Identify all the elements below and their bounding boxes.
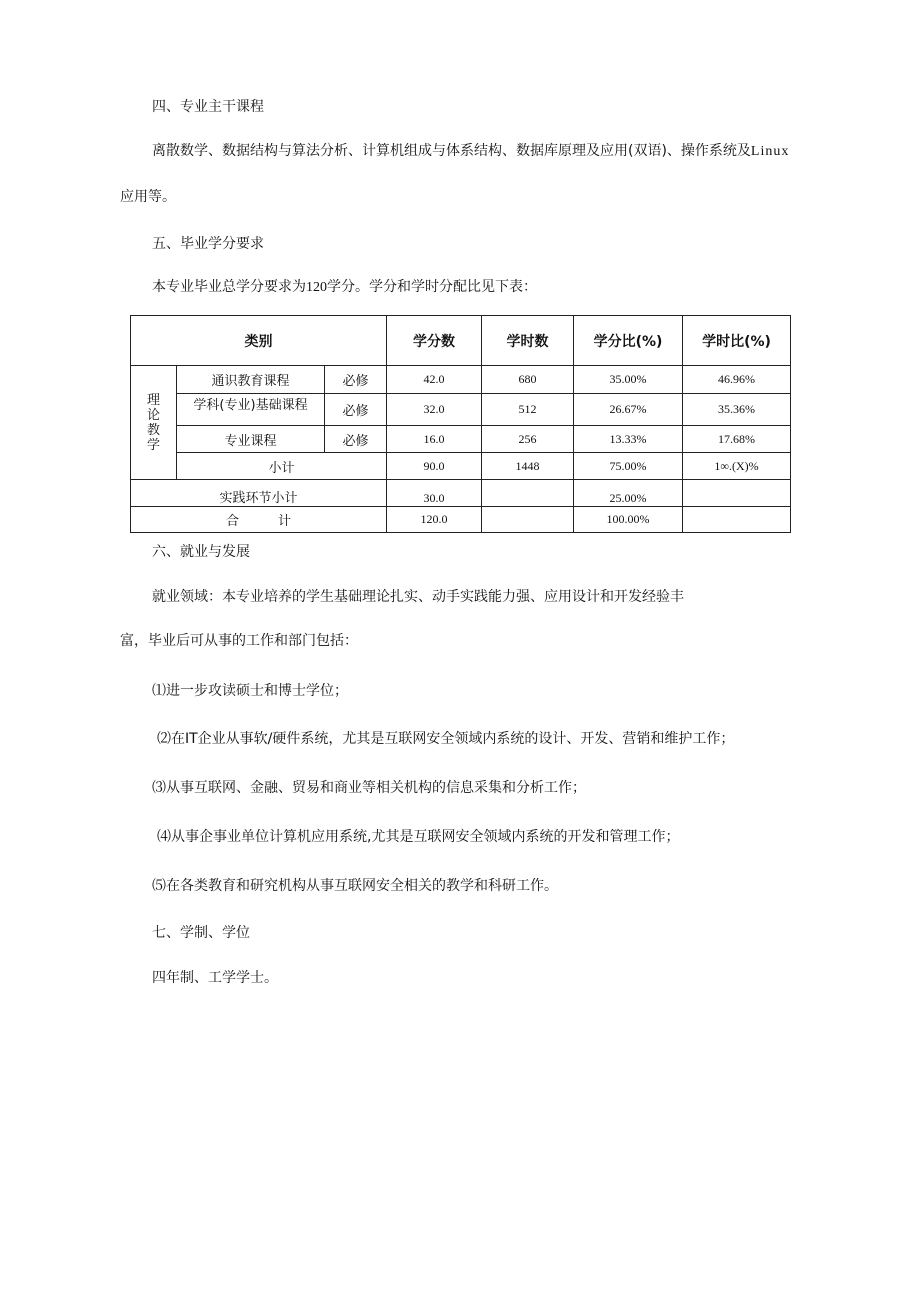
list-item: ⑴进一步攻读硕士和博士学位； <box>152 683 348 699</box>
section-7-body: 四年制、工学学士。 <box>152 970 278 986</box>
credit-ratio-cell: 13.33% <box>574 426 683 453</box>
course-type: 必修 <box>325 426 387 453</box>
list-item: ⑶从事互联网、金融、贸易和商业等相关机构的信息采集和分析工作； <box>152 780 586 796</box>
hour-ratio-cell <box>683 480 791 507</box>
table-header-row <box>131 316 791 366</box>
section-5-intro <box>152 278 537 297</box>
section-6-intro-line-2: 富，毕业后可从事的工作和部门包括： <box>120 633 358 649</box>
credit-ratio-cell: 26.67% <box>574 394 683 426</box>
section-7-heading: 七、学制、学位 <box>152 925 250 941</box>
section-6-heading: 六、就业与发展 <box>152 544 250 560</box>
table-row <box>131 394 791 426</box>
course-name: 学科(专业)基础课程 <box>177 394 325 426</box>
credit-ratio-cell: 25.00% <box>574 480 683 507</box>
list-item: ⑵在IT企业从事软/硬件系统，尤其是互联网安全领域内系统的设计、开发、营销和维护工作； <box>157 731 735 747</box>
practice-label: 实践环节小计 <box>131 480 387 507</box>
section-4-body-text: 离散数学、数据结构与算法分析、计算机组成与体系结构、数据库原理及应用(双语)、操作系统及 <box>152 143 751 159</box>
hours-cell: 256 <box>482 426 574 453</box>
hour-ratio-cell: 35.36% <box>683 394 791 426</box>
header-category: 类别 <box>131 316 387 366</box>
hour-ratio-cell <box>683 507 791 533</box>
section-5-intro-suffix: 学分。学分和学时分配比见下表： <box>327 279 537 295</box>
table-row <box>131 426 791 453</box>
group-label-char: 教 <box>146 422 160 438</box>
course-type: 必修 <box>325 394 387 426</box>
subtotal-label: 小计 <box>177 453 387 480</box>
hour-ratio-cell: 46.96% <box>683 366 791 394</box>
group-label-char: 学 <box>146 437 160 453</box>
table-row <box>131 366 791 394</box>
header-hour-ratio: 学时比(%) <box>683 316 791 366</box>
header-credits: 学分数 <box>387 316 482 366</box>
section-4-body-latin: Linux <box>750 144 790 159</box>
total-row <box>131 507 791 533</box>
course-type: 必修 <box>325 366 387 394</box>
credits-cell: 120.0 <box>387 507 482 533</box>
credit-ratio-cell: 75.00% <box>574 453 683 480</box>
credit-ratio-cell: 35.00% <box>574 366 683 394</box>
header-credit-ratio: 学分比(%) <box>574 316 683 366</box>
section-6-intro-line-1: 就业领域：本专业培养的学生基础理论扎实、动手实践能力强、应用设计和开发经验丰 <box>152 589 684 605</box>
credit-ratio-cell: 100.00% <box>574 507 683 533</box>
list-item: ⑷从事企事业单位计算机应用系统,尤其是互联网安全领域内系统的开发和管理工作； <box>157 829 680 845</box>
group-label-char: 理 <box>146 392 160 408</box>
hours-cell: 1448 <box>482 453 574 480</box>
header-hours: 学时数 <box>482 316 574 366</box>
credits-cell: 32.0 <box>387 394 482 426</box>
credits-cell: 30.0 <box>387 480 482 507</box>
hours-cell: 512 <box>482 394 574 426</box>
section-5-intro-number: 120 <box>306 280 327 295</box>
hour-ratio-cell: 17.68% <box>683 426 791 453</box>
hours-cell <box>482 507 574 533</box>
credits-cell: 16.0 <box>387 426 482 453</box>
subtotal-row <box>131 453 791 480</box>
theory-teaching-group-label <box>131 366 177 480</box>
hour-ratio-cell: 1∞.(X)% <box>683 453 791 480</box>
hours-cell <box>482 480 574 507</box>
total-label: 合 计 <box>131 507 387 533</box>
credits-table <box>130 315 791 533</box>
credits-cell: 90.0 <box>387 453 482 480</box>
section-5-intro-prefix: 本专业毕业总学分要求为 <box>152 279 306 295</box>
group-label-char: 论 <box>146 407 160 423</box>
course-name: 通识教育课程 <box>177 366 325 394</box>
section-4-heading: 四、专业主干课程 <box>152 99 264 115</box>
practice-row <box>131 480 791 507</box>
section-5-heading: 五、毕业学分要求 <box>152 236 264 252</box>
section-4-body-line-2: 应用等。 <box>120 189 176 205</box>
section-4-body-line-1 <box>152 142 789 161</box>
hours-cell: 680 <box>482 366 574 394</box>
credits-cell: 42.0 <box>387 366 482 394</box>
list-item: ⑸在各类教育和研究机构从事互联网安全相关的教学和科研工作。 <box>152 878 558 894</box>
course-name: 专业课程 <box>177 426 325 453</box>
